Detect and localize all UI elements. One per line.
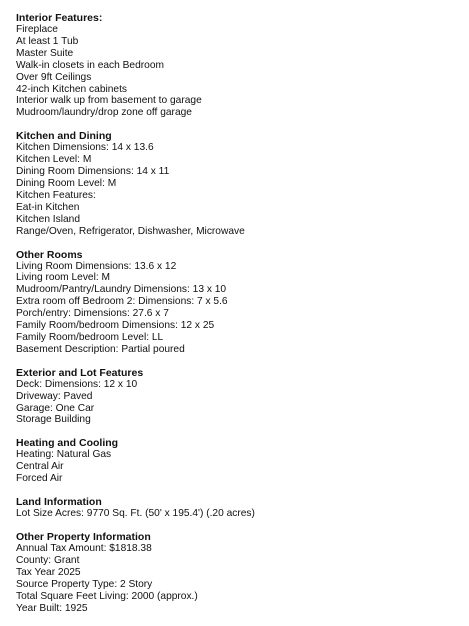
feature-line: Mudroom/laundry/drop zone off garage (16, 107, 192, 119)
section-title: Exterior and Lot Features (16, 366, 144, 379)
feature-line: At least 1 Tub (16, 35, 79, 47)
section-title: Heating and Cooling (16, 437, 119, 450)
feature-line: Heating: Natural Gas (16, 449, 112, 461)
feature-line: Fireplace (16, 24, 58, 35)
feature-line: Living room Level: M (16, 272, 110, 284)
feature-line: Basement Description: Partial poured (16, 343, 185, 355)
feature-line: Eat-in Kitchen (16, 201, 80, 213)
feature-line: Extra room off Bedroom 2: Dimensions: 7 x 5.6 (16, 296, 228, 308)
section-title: Land Information (16, 496, 102, 509)
feature-line: Source Property Type: 2 Story (16, 578, 153, 590)
section-other-rooms (16, 249, 456, 356)
feature-line: Walk-in closets in each Bedroom (16, 59, 164, 71)
feature-line: Dining Room Dimensions: 14 x 11 (16, 166, 170, 178)
feature-line: Annual Tax Amount: $1818.38 (16, 543, 152, 554)
section-title: Other Rooms (16, 248, 83, 261)
section-kitchen-dining (16, 130, 456, 237)
feature-line: Kitchen Dimensions: 14 x 13.6 (16, 142, 154, 154)
feature-line: 42-inch Kitchen cabinets (16, 83, 127, 95)
property-document (16, 12, 456, 614)
feature-line: Range/Oven, Refrigerator, Dishwasher, Microwave (16, 225, 245, 237)
feature-line: Forced Air (16, 473, 63, 485)
section-exterior-lot (16, 367, 456, 427)
feature-line: Kitchen Island (16, 213, 80, 225)
section-title: Kitchen and Dining (16, 130, 112, 143)
feature-line: Porch/entry: Dimensions: 27.6 x 7 (16, 308, 169, 320)
feature-line: Total Square Feet Living: 2000 (approx.) (16, 590, 198, 602)
section-land-information (16, 496, 456, 520)
feature-line: Family Room/bedroom Level: LL (16, 331, 164, 343)
feature-line: Year Built: 1925 (16, 602, 88, 614)
feature-line: Central Air (16, 461, 64, 473)
feature-line: Kitchen Level: M (16, 154, 92, 166)
feature-line: Over 9ft Ceilings (16, 71, 92, 83)
feature-line: Tax Year 2025 (16, 566, 81, 578)
feature-line: Lot Size Acres: 9770 Sq. Ft. (50' x 195.4') (.20 acres) (16, 508, 255, 520)
section-title: Other Property Information (16, 531, 151, 543)
feature-line: Kitchen Features: (16, 189, 96, 201)
feature-line: Deck: Dimensions: 12 x 10 (16, 378, 138, 390)
feature-line: Master Suite (16, 47, 74, 59)
feature-line: County: Grant (16, 554, 80, 566)
section-heating-cooling (16, 437, 456, 485)
section-title: Interior Features: (16, 12, 103, 24)
feature-line: Driveway: Paved (16, 390, 93, 402)
feature-line: Dining Room Level: M (16, 177, 117, 189)
feature-line: Garage: One Car (16, 402, 95, 414)
feature-line: Mudroom/Pantry/Laundry Dimensions: 13 x 10 (16, 284, 227, 296)
section-interior-features (16, 12, 456, 119)
feature-line: Interior walk up from basement to garage (16, 95, 202, 107)
feature-line: Storage Building (16, 414, 91, 426)
feature-line: Family Room/bedroom Dimensions: 12 x 25 (16, 320, 215, 332)
section-other-property-info (16, 531, 456, 614)
feature-line: Living Room Dimensions: 13.6 x 12 (16, 260, 177, 272)
